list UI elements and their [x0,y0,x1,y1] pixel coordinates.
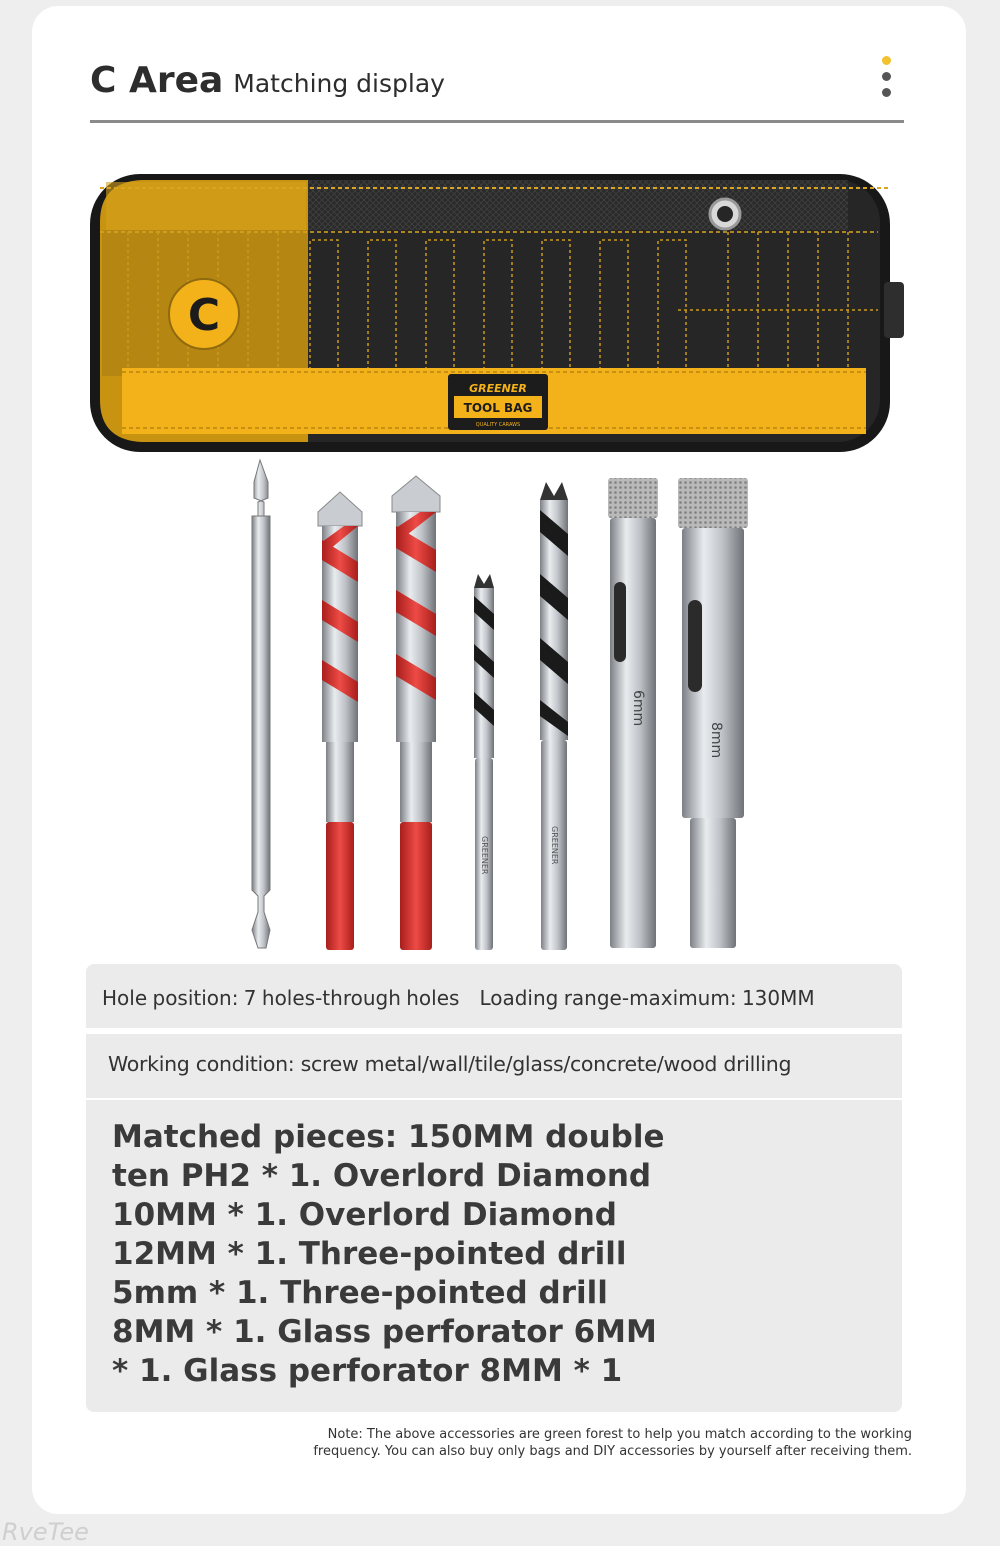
more-dots-icon [882,56,894,104]
matched-line: 10MM * 1. Overlord Diamond [112,1197,617,1233]
bag-label: TOOL BAG [463,401,533,415]
bag-brand: GREENER [469,382,527,395]
footnote-line: Note: The above accessories are green forest to help you match according to the working [327,1427,912,1442]
screwdriver-bit [252,460,270,948]
glass-perforator-6mm [608,478,658,948]
three-pointed-drill-8mm [540,482,568,950]
spec-row-matched-pieces [86,1100,902,1412]
matched-line: * 1. Glass perforator 8MM * 1 [112,1353,623,1389]
three-pointed-drill-5mm [474,574,494,950]
working-condition-text: Working condition: screw metal/wall/tile/glass/concrete/wood drilling [108,1052,792,1076]
footnote [220,1426,912,1460]
glass-6mm-mark: 6mm [630,690,646,727]
spec-row-working-condition [86,1034,902,1098]
header-divider [90,120,904,123]
matched-line: 5mm * 1. Three-pointed drill [112,1275,608,1311]
matched-line: 12MM * 1. Three-pointed drill [112,1236,627,1272]
hole-position-text: Hole position: 7 holes-through holes [102,986,460,1010]
watermark: RveTee [2,1518,89,1546]
tool-bag [90,174,904,452]
matched-line: 8MM * 1. Glass perforator 6MM [112,1314,657,1350]
section-title: C Area [90,60,224,101]
loading-range-text: Loading range-maximum: 130MM [479,986,815,1010]
section-header [90,60,445,101]
drill-brand-mark-5mm: GREENER [480,836,489,875]
bag-badge-letter: C [187,290,221,341]
glass-perforator-8mm [678,478,748,948]
spec-row-holes [86,964,902,1028]
overlord-diamond-drill-12mm [392,476,440,950]
glass-8mm-mark: 8mm [708,722,724,759]
bag-tagline: QUALITY CARAWS [475,422,521,428]
matched-line: ten PH2 * 1. Overlord Diamond [112,1158,652,1194]
matched-line: Matched pieces: 150MM double [112,1119,665,1155]
section-subtitle: Matching display [233,69,445,98]
drill-brand-mark-8mm: GREENER [550,826,559,865]
overlord-diamond-drill-10mm [318,492,362,950]
product-illustration [88,170,918,960]
footnote-line: frequency. You can also buy only bags and DIY accessories by yourself after receiving them. [313,1444,912,1459]
